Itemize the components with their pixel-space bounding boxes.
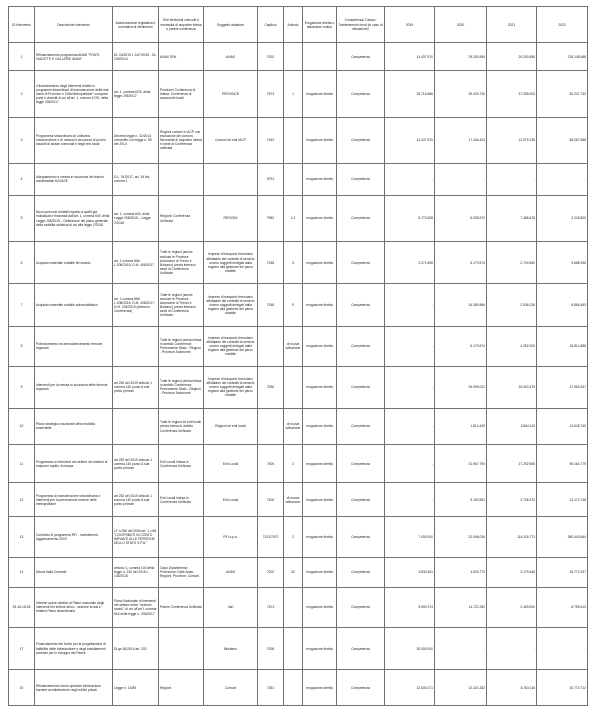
cell-descrizione: Acquisto materiale rotabile ferroviario: [35, 242, 113, 284]
cell-capitolo: [258, 326, 284, 366]
cell-y2020: 26.099.022: [435, 366, 487, 408]
cell-articolo: [284, 117, 303, 163]
table-row: [9, 242, 588, 284]
cell-y2019: -: [385, 366, 435, 408]
interventions-table: [8, 6, 588, 706]
table-row: [9, 284, 588, 326]
cell-y2022: 135.148.488: [537, 43, 588, 71]
table-row: [9, 326, 588, 366]
cell-autorizzazione: Legge n. 13/89: [113, 670, 159, 706]
cell-competenza: Competenza: [337, 445, 385, 483]
table-row: [9, 557, 588, 587]
cell-enti: Tutte le regioni ed enti locali previa intesa in ambito Conferenza Unificata: [159, 408, 204, 444]
cell-autorizzazione: articolo 1, comma 140 della legge n. 232 del 2016 L 145/2018: [113, 557, 159, 587]
cell-erogazione: erogazione diretta: [303, 557, 337, 587]
cell-y2020: 17.346.424: [435, 117, 487, 163]
cell-erogazione: erogazione diretta: [303, 195, 337, 241]
cell-erogazione: erogazione diretta: [303, 445, 337, 483]
cell-descrizione: Programma straordinario di ordinaria manutenzione e di messa in sicurezza di ponti e viadotti di strade comunali e degli enti locali: [35, 117, 113, 163]
header-enti: Enti territoriali coinvolti e necessità di acquisire intesa o parere conferenza: [159, 7, 204, 43]
cell-autorizzazione: art. 1 comma 866 L.208/2015; D.M. 408/2017; D.M. 204/2019 (Intesa in Conferenza): [113, 284, 159, 326]
cell-autorizzazione: art. 1, comma 640, della Legge 208/2015 – Legge 2/2018: [113, 195, 159, 241]
header-row: [9, 7, 588, 43]
cell-articolo: [284, 163, 303, 195]
cell-y2022: 13.645.740: [537, 408, 588, 444]
cell-id: 1: [9, 43, 35, 71]
cell-articolo: 1: [284, 71, 303, 117]
cell-descrizione: Programma di interventi nel settore dei sistemi di trasporto rapido di massa: [35, 445, 113, 483]
cell-soggetto: Regioni ed enti locali: [204, 408, 258, 444]
cell-y2020: 22.946.036: [435, 517, 487, 557]
cell-y2020: 4.625.773: [435, 557, 487, 587]
cell-competenza: Competenza: [337, 43, 385, 71]
cell-erogazione: erogazione diretta: [303, 242, 337, 284]
cell-articolo: di nuova istituzione: [284, 483, 303, 517]
cell-enti: ANAS SPA: [159, 43, 204, 71]
cell-y2021: 8.763.116: [487, 670, 537, 706]
cell-articolo: 32: [284, 557, 303, 587]
cell-enti: Tutte le regioni previa intesa in ambito Conferenza Permanente Stato - Regioni - Province Autonome: [159, 326, 204, 366]
cell-descrizione: Programma di manutenzione straordinaria e interventi per la prevenzione incendi nelle metropolitane: [35, 483, 113, 517]
header-competenza: Competenza/ Cassa / Trasferimento fondi (in caso di attuazione): [337, 7, 385, 43]
cell-enti: Enti Locali Intesa in Conferenza Unificata: [159, 483, 204, 517]
cell-id: 17: [9, 628, 35, 670]
cell-articolo: [284, 366, 303, 408]
cell-y2019: 9.830.811: [385, 557, 435, 587]
cell-y2021: 37.255.003: [487, 71, 537, 117]
cell-id: 6: [9, 242, 35, 284]
header-capitolo: Capitolo: [258, 7, 284, 43]
cell-y2022: 9.688.396: [537, 242, 588, 284]
header-erogazione: Erogazione diretta o attuazione mutuo: [303, 7, 337, 43]
cell-competenza: Competenza: [337, 242, 385, 284]
cell-capitolo: 7122/7007: [258, 517, 284, 557]
cell-capitolo: [258, 408, 284, 444]
cell-enti: Tutte le regioni (anche escluse le Province Autonome di Trento e Bolzano) previa intesa in sede di Conferenza Unificata: [159, 242, 204, 284]
cell-descrizione: Interventi per la messa in sicurezza delle ferrovie regionali: [35, 366, 113, 408]
cell-competenza: Competenza: [337, 195, 385, 241]
cell-y2022: 15.814.888: [537, 326, 588, 366]
cell-autorizzazione: art 252 del 2019 articolo 1 comma 140 punto A sub punto primum: [113, 445, 159, 483]
cell-descrizione: Rifinanziamento fondo speciale eliminazione barriere architettoniche negli edifici privati: [35, 670, 113, 706]
table-row: [9, 517, 588, 557]
cell-autorizzazione: LF n.296 del 2006 art. 1 c.86 "CONTRIBUTI IN CONTO IMPIANTI ALLE FERROVIE DELLO STATO S.P.A.": [113, 517, 159, 557]
cell-y2020: 34.365.566: [435, 284, 487, 326]
cell-y2019: 12.630.071: [385, 670, 435, 706]
cell-enti: Tutte le regioni previa intesa in ambito Conferenza Permanente Stato - Regioni - Province Autonome: [159, 366, 204, 408]
cell-articolo: 2: [284, 445, 303, 483]
header-descrizione: Descrizione intervento: [35, 7, 113, 43]
cell-autorizzazione: art. 1, comma1076, della legge 205/2017: [113, 71, 159, 117]
cell-y2021: 2.469.000: [487, 587, 537, 627]
cell-competenza: Competenza: [337, 483, 385, 517]
cell-capitolo: 7442: [258, 117, 284, 163]
cell-y2022: 37.969.347: [537, 366, 588, 408]
cell-competenza: Competenza: [337, 408, 385, 444]
cell-erogazione: erogazione diretta: [303, 408, 337, 444]
cell-soggetto: Enti Locali: [204, 445, 258, 483]
cell-descrizione: Piano strategico nazionale della mobilità sostenibile: [35, 408, 113, 444]
cell-y2019: -: [385, 483, 435, 517]
cell-y2022: 30.774.712: [537, 670, 588, 706]
cell-id: 2: [9, 71, 35, 117]
table-row: [9, 445, 588, 483]
cell-articolo: [284, 587, 303, 627]
document-page: [8, 6, 587, 706]
table-row: [9, 366, 588, 408]
cell-competenza: Competenza: [337, 517, 385, 557]
cell-y2020: 6.179.574: [435, 326, 487, 366]
cell-y2021: 27.292.505: [487, 445, 537, 483]
cell-descrizione: Potenziamento ed ammodernamento ferrovie regionali: [35, 326, 113, 366]
cell-y2022: 8.865.463: [537, 284, 588, 326]
cell-erogazione: [303, 43, 337, 71]
cell-id: 3: [9, 117, 35, 163]
cell-descrizione: Contratto di programma RFI - Investimenti. Aggiornamento 2019: [35, 517, 113, 557]
cell-y2021: 16.003.479: [487, 366, 537, 408]
cell-enti: Tutte le regioni (anche escluse le Province Autonome di Trento e Bolzano) previa intesa in sede di Conferenza Unificata: [159, 284, 204, 326]
cell-erogazione: erogazione diretta: [303, 628, 337, 670]
cell-capitolo: 7400: [258, 445, 284, 483]
cell-y2022: 96.164.779: [537, 445, 588, 483]
cell-competenza: Competenza: [337, 366, 385, 408]
cell-enti: Regioni/ Conferenza Unificata: [159, 195, 204, 241]
cell-competenza: Competenza: [337, 71, 385, 117]
cell-competenza: Competenza: [337, 163, 385, 195]
cell-y2021: 12.679.135: [487, 117, 537, 163]
cell-competenza: Competenza: [337, 587, 385, 627]
cell-id: 20: [9, 670, 35, 706]
cell-erogazione: erogazione diretta: [303, 670, 337, 706]
cell-erogazione: erogazione diretta: [303, 483, 337, 517]
cell-y2019: -: [385, 408, 435, 444]
cell-soggetto: Imprese di trasporto ferroviario affidatarie dei contratti di servizio ovvero soggetti delegati dalla regione alla gestione del parco rotabile: [204, 366, 258, 408]
cell-y2022: 30.247.732: [537, 71, 588, 117]
cell-id: 8: [9, 326, 35, 366]
cell-y2019: -: [385, 163, 435, 195]
cell-autorizzazione: D.L. 91/2017, art. 16 bis, comma 1: [113, 163, 159, 195]
table-row: [9, 117, 588, 163]
cell-y2020: 35.429.730: [435, 71, 487, 117]
cell-y2019: -: [385, 326, 435, 366]
cell-soggetto: Imprese di trasporto ferroviario affidatarie dei contratti di servizio ovvero soggetti delegati dalla regione alla gestione del parco rotabile: [204, 284, 258, 326]
cell-id: 5: [9, 195, 35, 241]
cell-y2021: 29.200.555: [487, 43, 537, 71]
cell-enti: Parere Conferenza Unificata: [159, 587, 204, 627]
cell-y2020: -: [435, 628, 487, 670]
header-2021: 2021: [487, 7, 537, 43]
cell-capitolo: 7248: [258, 284, 284, 326]
cell-y2022: 68.067.868: [537, 117, 588, 163]
cell-articolo: [284, 670, 303, 706]
cell-competenza: Competenza: [337, 284, 385, 326]
cell-descrizione: Acquisto materiale rotabile automobilistico: [35, 284, 113, 326]
cell-soggetto: ANAS: [204, 43, 258, 71]
cell-y2021: 7.486.678: [487, 195, 537, 241]
cell-competenza: Competenza: [337, 670, 385, 706]
cell-enti: Regioni: [159, 670, 204, 706]
cell-soggetto: Comuni ed enti IACP: [204, 117, 258, 163]
cell-y2021: 3.706.372: [487, 483, 537, 517]
cell-y2022: -: [537, 163, 588, 195]
cell-soggetto: [204, 163, 258, 195]
cell-capitolo: 7002: [258, 43, 284, 71]
header-soggetto: Soggetto attuatore: [204, 7, 258, 43]
cell-autorizzazione: DLgs 50/2016 art. 202: [113, 628, 159, 670]
cell-id: 9: [9, 366, 35, 408]
cell-y2019: 14.437.570: [385, 117, 435, 163]
header-id: ID Intervento: [9, 7, 35, 43]
cell-autorizzazione: art. 1 comma 866 L.208/2015; D.M. 408/2017: [113, 242, 159, 284]
cell-y2022: -: [537, 628, 588, 670]
cell-capitolo: 7582: [258, 195, 284, 241]
cell-soggetto: PROVINCE: [204, 71, 258, 117]
cell-y2020: 5.163.981: [435, 483, 487, 517]
cell-erogazione: erogazione diretta: [303, 326, 337, 366]
cell-capitolo: 7530: [258, 366, 284, 408]
cell-erogazione: erogazione diretta: [303, 366, 337, 408]
cell-y2019: 30.000.000: [385, 628, 435, 670]
cell-soggetto: RFI s.p.a.: [204, 517, 258, 557]
table-row: [9, 195, 588, 241]
cell-id: 12: [9, 483, 35, 517]
cell-soggetto: Imprese di trasporto ferroviario affidatarie dei contratti di servizio ovvero soggetti delegati dalla regione alla gestione del parco rotabile: [204, 242, 258, 284]
cell-autorizzazione: art 252 del 2019 articolo 1 comma 140 punto A sub punto primum: [113, 483, 159, 517]
cell-soggetto: ANAS: [204, 557, 258, 587]
cell-y2020: 12.421.282: [435, 670, 487, 706]
cell-articolo: [284, 628, 303, 670]
cell-soggetto: Vari: [204, 587, 258, 627]
cell-descrizione: Sisma Italia Centrale: [35, 557, 113, 587]
cell-id: 10: [9, 408, 35, 444]
cell-articolo: 3: [284, 242, 303, 284]
table-row: [9, 628, 588, 670]
cell-soggetto: Comuni: [204, 670, 258, 706]
cell-articolo: di nuova istituzione: [284, 326, 303, 366]
cell-autorizzazione: DL 04/2019 L 14/7/2019 - DL 109/2014: [113, 43, 159, 71]
cell-y2022: 13.172.748: [537, 483, 588, 517]
cell-soggetto: REGIONI: [204, 195, 258, 241]
cell-y2022: 8.789.613: [537, 587, 588, 627]
cell-y2021: 3.864.110: [487, 408, 537, 444]
cell-autorizzazione: art 252 del 2019 articolo 1 comma 140 punto A sub punto primum: [113, 366, 159, 408]
cell-y2019: 14.437.570: [385, 43, 435, 71]
cell-enti: Enti Locali Intesa in Conferenza Unificata: [159, 445, 204, 483]
cell-descrizione: Ulteriori opere relative al Piano nazionale degli interventi nel settore idrico - sezione invasi e relativo Piano straordinario: [35, 587, 113, 627]
cell-y2021: 2.536.226: [487, 284, 537, 326]
cell-descrizione: Nuovi percorsi ciclabili rispetto a quelli già individuati e finanziati dall'art. 1, comma 640, della Legge 208/2015 – Definizione del piano generale della mobilità ciclistica di cui alla legge 2/2018: [35, 195, 113, 241]
cell-id: 13: [9, 517, 35, 557]
cell-articolo: [284, 43, 303, 71]
cell-articolo: 2: [284, 517, 303, 557]
cell-capitolo: 7008: [258, 628, 284, 670]
cell-competenza: Competenza: [337, 117, 385, 163]
cell-autorizzazione: Piano Nazionale di interventi nel settore idrico "sezione invasi", di cui all'art 1 comma 516 della legge n. 205/2017: [113, 587, 159, 627]
cell-y2019: -: [385, 284, 435, 326]
cell-capitolo: 7351: [258, 670, 284, 706]
cell-y2020: 14.722.282: [435, 587, 487, 627]
cell-descrizione: Adeguamento e messa in sicurezza del traforo autostradale A24/A25: [35, 163, 113, 195]
table-row: [9, 670, 588, 706]
cell-y2021: 4.252.003: [487, 326, 537, 366]
cell-erogazione: erogazione diretta: [303, 117, 337, 163]
cell-id: 15-16-18-26: [9, 587, 35, 627]
cell-competenza: Competenza: [337, 557, 385, 587]
cell-erogazione: erogazione diretta: [303, 71, 337, 117]
cell-id: 4: [9, 163, 35, 195]
cell-erogazione: erogazione diretta: [303, 517, 337, 557]
cell-y2019: 25.716.866: [385, 71, 435, 117]
header-2019: 2019: [385, 7, 435, 43]
cell-id: 14: [9, 557, 35, 587]
cell-soggetto: Ministero: [204, 628, 258, 670]
cell-y2019: 7.000.000: [385, 517, 435, 557]
cell-capitolo: 7002: [258, 557, 284, 587]
cell-capitolo: 7574: [258, 71, 284, 117]
table-row: [9, 483, 588, 517]
cell-y2022: 380.443.664: [537, 517, 588, 557]
cell-autorizzazione: Decreto legge n. 32/2014 convertito con legge n. 80 del 2014: [113, 117, 159, 163]
cell-capitolo: 5791: [258, 163, 284, 195]
cell-id: 7: [9, 284, 35, 326]
cell-y2021: 2.704.560: [487, 242, 537, 284]
cell-soggetto: Enti Locali: [204, 483, 258, 517]
cell-articolo: 1-2: [284, 195, 303, 241]
cell-y2021: -: [487, 628, 537, 670]
cell-descrizione: Il finanziamento degli interventi relativi a programmi straordinari di manutenzione della rete viaria di Province e Città Metropolitane" compresi ponti e viadotti di cui all'art. 1, comma 1076, della legge 205/2017: [35, 71, 113, 117]
table-row: [9, 43, 588, 71]
cell-enti: Regioni comuni e IACP con esclusione dei comuni. Necessità di acquisire intesa in sede di Conferenza unificata: [159, 117, 204, 163]
table-row: [9, 71, 588, 117]
cell-soggetto: Imprese di trasporto ferroviario affidatarie dei contratti di servizio ovvero soggetti delegati dalla regione alla gestione del parco rotabile: [204, 326, 258, 366]
cell-enti: Province/ Conferenza di Intesa. Conferenza di autonomie locali: [159, 71, 204, 117]
cell-y2020: 31.967.790: [435, 445, 487, 483]
cell-capitolo: 7248: [258, 242, 284, 284]
header-articolo: Articolo: [284, 7, 303, 43]
cell-y2020: 29.200.555: [435, 43, 487, 71]
cell-autorizzazione: [113, 408, 159, 444]
cell-autorizzazione: [113, 326, 159, 366]
cell-descrizione: Rifinanziamento programma ANAS "PONTI, VIADOTTI E GALLERIE ANAS": [35, 43, 113, 71]
cell-enti: [159, 628, 204, 670]
table-row: [9, 408, 588, 444]
cell-erogazione: erogazione diretta: [303, 284, 337, 326]
cell-enti: Capo Dipartimento Protezione Civile Anas - Regioni, Province, Comuni: [159, 557, 204, 587]
cell-y2022: 15.772.337: [537, 557, 588, 587]
cell-enti: [159, 517, 204, 557]
cell-articolo: 5: [284, 284, 303, 326]
cell-competenza: Competenza: [337, 326, 385, 366]
cell-descrizione: Finanziamento del fondo per la progettazione di fattibilità delle infrastrutture e degli insediamenti prioritari per lo sviluppo del Paese: [35, 628, 113, 670]
cell-y2022: 3.249.820: [537, 195, 588, 241]
cell-y2021: 2.179.448: [487, 557, 537, 587]
cell-y2019: 2.271.696: [385, 242, 435, 284]
cell-y2019: 9.690.374: [385, 587, 435, 627]
header-2020: 2020: [435, 7, 487, 43]
header-2022: 2022: [537, 7, 588, 43]
cell-capitolo: 7201: [258, 587, 284, 627]
cell-y2020: 6.179.574: [435, 242, 487, 284]
cell-y2021: 116.118.771: [487, 517, 537, 557]
cell-y2021: -: [487, 163, 537, 195]
cell-y2019: 5.770.828: [385, 195, 435, 241]
cell-competenza: Competenza: [337, 628, 385, 670]
cell-enti: [159, 163, 204, 195]
cell-id: 11: [9, 445, 35, 483]
table-body: [9, 43, 588, 706]
cell-articolo: di nuova istituzione: [284, 408, 303, 444]
header-autorizzazione: Autorizzazione legislativa e normativa di riferimento: [113, 7, 159, 43]
cell-capitolo: 7400: [258, 483, 284, 517]
cell-erogazione: erogazione diretta: [303, 163, 337, 195]
cell-erogazione: erogazione diretta: [303, 587, 337, 627]
cell-y2020: -: [435, 163, 487, 195]
cell-y2020: 6.938.570: [435, 195, 487, 241]
cell-y2020: 1.814.435: [435, 408, 487, 444]
cell-y2019: -: [385, 445, 435, 483]
table-row: [9, 163, 588, 195]
table-row: [9, 587, 588, 627]
